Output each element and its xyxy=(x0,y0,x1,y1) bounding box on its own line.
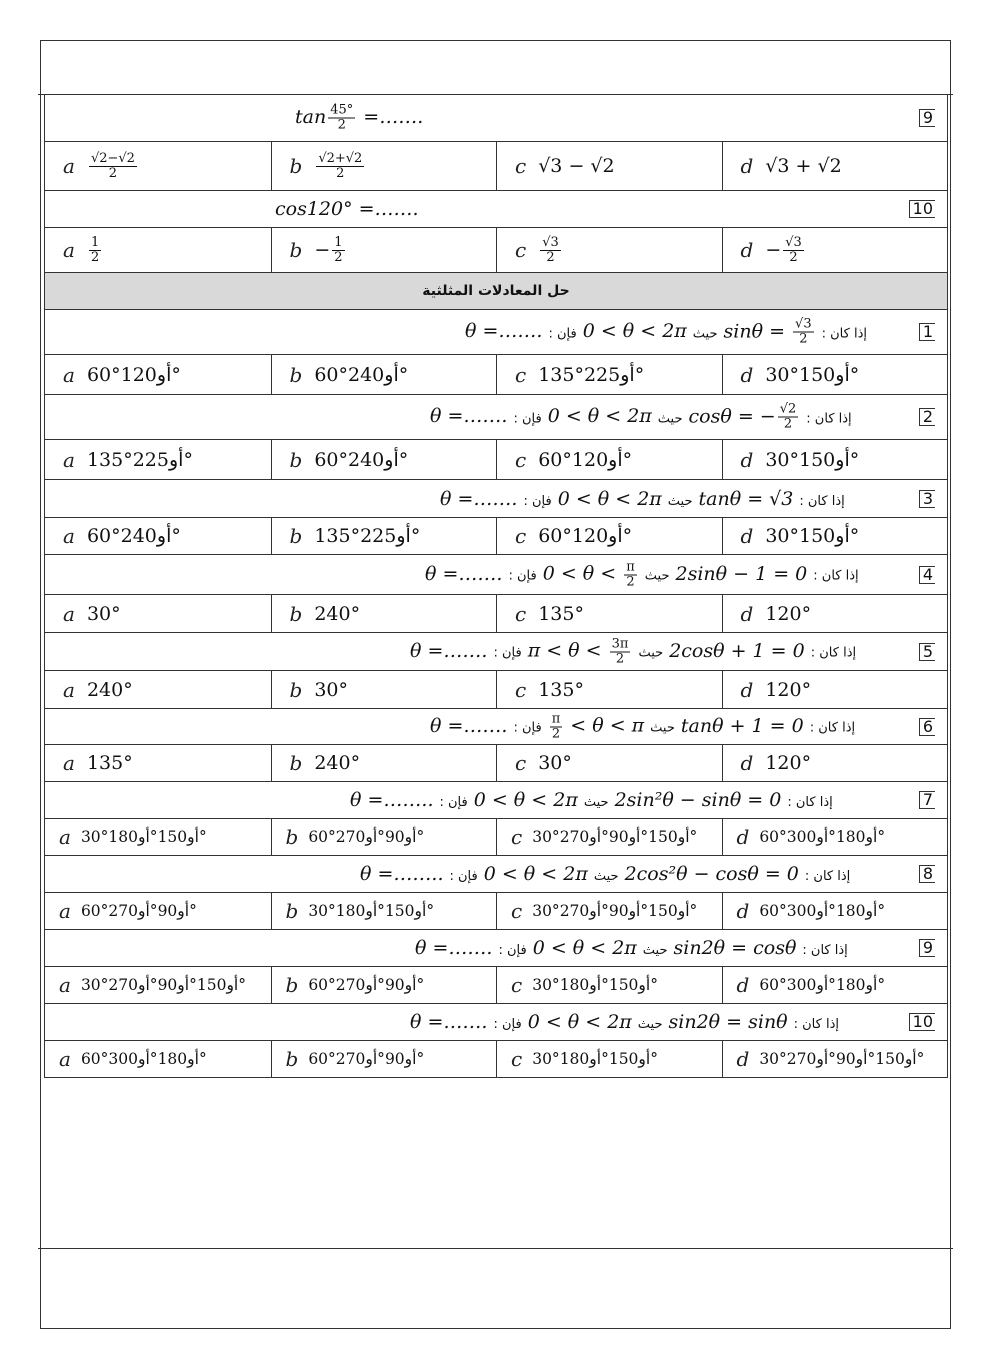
where-label: حيث xyxy=(642,943,668,958)
fraction: $\frac{\pi}{2}$ xyxy=(551,711,561,741)
answer-row-7 xyxy=(44,819,948,856)
option-d[interactable] xyxy=(722,893,948,929)
option-letter: b xyxy=(289,751,303,775)
question-text xyxy=(350,789,839,811)
option-d[interactable] xyxy=(722,355,948,394)
option-letter: c xyxy=(511,973,523,997)
option-c[interactable] xyxy=(496,440,722,479)
option-letter: d xyxy=(736,1047,750,1071)
where-label: حيث xyxy=(650,720,675,736)
answer-blank[interactable]: θ =……. xyxy=(465,320,543,342)
option-letter: c xyxy=(511,899,523,923)
answer-row-6 xyxy=(44,745,948,782)
question-text xyxy=(415,937,854,959)
option-value: 60°أو120° xyxy=(86,363,181,386)
option-letter: a xyxy=(63,751,75,775)
where-label: حيث xyxy=(657,411,683,426)
option-c[interactable] xyxy=(496,595,722,632)
option-a[interactable] xyxy=(45,595,271,632)
option-letter: c xyxy=(515,601,527,626)
option-letter: a xyxy=(63,362,75,387)
option-a[interactable] xyxy=(45,1041,271,1077)
option-value: 30° xyxy=(86,602,121,625)
then-label: فإن : xyxy=(513,411,542,426)
option-letter: b xyxy=(289,524,303,548)
option-letter: a xyxy=(59,825,71,849)
option-a[interactable] xyxy=(45,671,271,708)
interval: $\frac{\pi}{2}$ < θ < π xyxy=(551,711,645,741)
question-number: 4 xyxy=(919,566,935,584)
interval: 0 < θ < 2π xyxy=(547,405,652,427)
option-letter: b xyxy=(289,447,303,472)
interval: π < θ < $\frac{3\pi}{2}$ xyxy=(527,636,629,666)
option-letter: c xyxy=(515,677,527,702)
if-label: إذا كان : xyxy=(804,869,851,884)
option-value: 135° xyxy=(86,752,133,774)
option-letter: a xyxy=(63,677,75,702)
answer-row-8 xyxy=(44,893,948,930)
answer-blank[interactable]: θ =……. xyxy=(410,1011,488,1033)
answer-blank[interactable]: θ =…….. xyxy=(360,863,444,885)
if-label: إذا كان : xyxy=(799,493,845,509)
if-label: إذا كان : xyxy=(809,720,856,736)
option-letter: c xyxy=(515,447,527,472)
question-number: 10 xyxy=(909,200,935,218)
option-letter: d xyxy=(740,601,754,626)
option-d[interactable]: d √3 + √2 xyxy=(722,142,948,190)
option-letter: b xyxy=(285,1047,299,1071)
option-letter: c xyxy=(515,751,527,775)
question-row-8 xyxy=(44,856,948,893)
option-value: 60°أو240° xyxy=(314,363,409,386)
if-label: إذا كان : xyxy=(813,568,859,584)
question-text xyxy=(360,863,856,885)
option-letter: b xyxy=(289,601,303,626)
option-letter: d xyxy=(736,899,750,923)
option-d[interactable] xyxy=(722,967,948,1003)
if-label: إذا كان : xyxy=(810,645,857,661)
option-a[interactable] xyxy=(45,518,271,554)
option-value: 30°أو150°أو180° xyxy=(80,828,207,846)
condition: cosθ = − $\frac{√2}{2}$ xyxy=(688,401,797,432)
option-letter: c xyxy=(515,524,527,548)
option-b[interactable] xyxy=(271,518,497,554)
option-value: 240° xyxy=(86,678,133,701)
answer-row-10 xyxy=(44,1041,948,1078)
where-label: حيث xyxy=(583,795,609,810)
where-label: حيث xyxy=(637,1017,663,1032)
option-value: 30° xyxy=(314,678,348,701)
question-text xyxy=(410,637,862,666)
question-text xyxy=(430,403,858,432)
option-a[interactable] xyxy=(45,819,271,855)
question-row-9 xyxy=(44,930,948,967)
option-value: 30°أو150°أو90°أو270° xyxy=(759,1050,925,1068)
answer-row-9 xyxy=(44,967,948,1004)
question-number: 6 xyxy=(919,718,935,736)
option-b[interactable]: b − $\frac{1}{2}$ xyxy=(271,228,497,272)
option-value: 60°أو240° xyxy=(86,525,181,547)
interval: 0 < θ < 2π xyxy=(473,789,578,811)
option-a[interactable] xyxy=(45,893,271,929)
option-c[interactable] xyxy=(496,518,722,554)
interval: 0 < θ < 2π xyxy=(527,1011,632,1033)
option-letter: a xyxy=(63,601,75,626)
option-letter: d xyxy=(736,973,750,997)
if-label: إذا كان : xyxy=(787,795,833,810)
option-b[interactable] xyxy=(271,440,497,479)
interval: 0 < θ < $\frac{\pi}{2}$ xyxy=(542,559,635,589)
condition: tanθ + 1 = 0 xyxy=(680,714,804,737)
question-number: 2 xyxy=(919,408,935,426)
option-value: 60°أو180°أو300° xyxy=(80,1050,207,1068)
answer-row-4 xyxy=(44,595,948,633)
option-letter: b xyxy=(285,899,299,923)
option-letter: d xyxy=(740,677,754,702)
option-letter: b xyxy=(285,825,299,849)
if-label: إذا كان : xyxy=(821,326,867,341)
question-number: 5 xyxy=(919,643,935,661)
option-d[interactable] xyxy=(722,1041,948,1077)
option-value: 120° xyxy=(765,678,812,701)
option-c[interactable] xyxy=(496,671,722,708)
question-number: 9 xyxy=(919,939,935,957)
if-label: إذا كان : xyxy=(802,943,848,958)
answer-blank[interactable]: θ =……. xyxy=(430,405,508,427)
option-letter: b xyxy=(289,362,303,387)
option-value: 240° xyxy=(314,602,361,625)
option-c[interactable] xyxy=(496,967,722,1003)
answer-blank[interactable]: θ =……. xyxy=(430,714,508,737)
option-value: 30°أو150°أو90°أو270° xyxy=(532,902,698,920)
then-label: فإن : xyxy=(513,720,542,736)
option-b[interactable] xyxy=(271,595,497,632)
option-value: 60°أو90°أو270° xyxy=(308,976,425,994)
condition: 2cos²θ − cosθ = 0 xyxy=(624,863,799,885)
option-letter: a xyxy=(59,973,71,997)
option-b[interactable] xyxy=(271,355,497,394)
question-number: 10 xyxy=(909,1013,935,1031)
then-label: فإن : xyxy=(493,645,522,661)
answer-row-3 xyxy=(44,518,948,555)
fraction: $\frac{√2}{2}$ xyxy=(779,401,797,432)
question-text xyxy=(425,560,865,589)
answer-row-p1-9 xyxy=(44,142,948,191)
option-value: 60°أو240° xyxy=(314,448,409,471)
option-d[interactable] xyxy=(722,745,948,781)
option-d[interactable] xyxy=(722,440,948,479)
option-value: 60°أو180°أو300° xyxy=(759,828,886,846)
where-label: حيث xyxy=(644,568,670,584)
condition: 2sin²θ − sinθ = 0 xyxy=(614,789,782,811)
option-d[interactable] xyxy=(722,595,948,632)
option-c[interactable] xyxy=(496,745,722,781)
where-label: حيث xyxy=(692,326,718,341)
question-number: 8 xyxy=(919,865,935,883)
if-label: إذا كان : xyxy=(793,1017,839,1032)
option-b[interactable] xyxy=(271,819,497,855)
interval: 0 < θ < 2π xyxy=(483,863,588,885)
option-value: 30°أو150° xyxy=(765,363,860,386)
question-row-5 xyxy=(44,633,948,671)
option-a[interactable] xyxy=(45,967,271,1003)
option-value: 120° xyxy=(765,602,812,625)
question-row-10 xyxy=(44,1004,948,1041)
question-row-1 xyxy=(44,310,948,355)
option-value: 30°أو150° xyxy=(765,448,860,471)
answer-row-p1-10 xyxy=(44,228,948,273)
option-b[interactable] xyxy=(271,1041,497,1077)
question-row-7 xyxy=(44,782,948,819)
option-value: 60°أو120° xyxy=(538,448,633,471)
option-a[interactable] xyxy=(45,355,271,394)
option-b[interactable] xyxy=(271,745,497,781)
answer-row-2 xyxy=(44,440,948,480)
option-b[interactable] xyxy=(271,671,497,708)
option-value: 135°أو225° xyxy=(538,363,645,386)
then-label: فإن : xyxy=(449,869,478,884)
footer-rule xyxy=(38,1248,953,1249)
option-value: 60°أو180°أو300° xyxy=(759,976,886,994)
question-number: 3 xyxy=(919,490,935,508)
question-row-3 xyxy=(44,480,948,518)
option-letter: d xyxy=(740,751,754,775)
option-d[interactable] xyxy=(722,819,948,855)
answer-row-1 xyxy=(44,355,948,395)
then-label: فإن : xyxy=(548,326,577,341)
then-label: فإن : xyxy=(523,493,552,509)
fraction: $\frac{\pi}{2}$ xyxy=(626,559,635,589)
then-label: فإن : xyxy=(493,1017,522,1032)
option-letter: a xyxy=(63,447,75,472)
where-label: حيث xyxy=(638,645,664,661)
condition: 2cosθ + 1 = 0 xyxy=(669,639,805,662)
then-label: فإن : xyxy=(508,568,537,584)
option-value: 30°أو150°أو180° xyxy=(532,976,658,994)
option-letter: b xyxy=(285,973,299,997)
answer-blank[interactable]: θ =……. xyxy=(440,487,518,510)
condition: sinθ = $\frac{√3}{2}$ xyxy=(723,316,812,347)
interval: 0 < θ < 2π xyxy=(532,937,637,959)
option-value: 30°أو150°أو90°أو270° xyxy=(532,828,698,846)
where-label: حيث xyxy=(593,869,619,884)
option-letter: a xyxy=(59,899,71,923)
question-number: 9 xyxy=(919,109,935,127)
where-label: حيث xyxy=(667,493,693,509)
option-value: 30° xyxy=(538,752,572,774)
condition: 2sinθ − 1 = 0 xyxy=(675,562,808,585)
option-value: 60°أو90°أو270° xyxy=(308,1050,425,1068)
question-number: 1 xyxy=(919,323,935,341)
option-letter: c xyxy=(511,825,523,849)
option-letter: b xyxy=(289,677,303,702)
option-letter: d xyxy=(736,825,750,849)
then-label: فإن : xyxy=(498,943,527,958)
option-a[interactable]: a $\frac{1}{2}$ xyxy=(63,234,100,265)
question-text xyxy=(410,1011,845,1033)
interval: 0 < θ < 2π xyxy=(582,320,687,342)
answer-blank[interactable]: θ =……. xyxy=(415,937,493,959)
answer-blank[interactable]: θ =……. xyxy=(410,639,488,662)
option-value: 135° xyxy=(538,678,584,701)
option-value: 60°أو90°أو270° xyxy=(308,828,425,846)
if-label: إذا كان : xyxy=(806,411,852,426)
option-a[interactable] xyxy=(45,440,271,479)
option-letter: a xyxy=(59,1047,71,1071)
question-row-4 xyxy=(44,555,948,595)
question-row-p1-10 xyxy=(44,191,948,228)
option-c[interactable]: c $\frac{√3}{2}$ xyxy=(496,228,722,272)
option-value: 120° xyxy=(765,752,812,774)
option-d[interactable] xyxy=(722,671,948,708)
option-c[interactable] xyxy=(496,893,722,929)
then-label: فإن : xyxy=(439,795,468,810)
quiz-table xyxy=(44,94,948,1078)
option-value: 240° xyxy=(314,752,361,774)
option-value: 135° xyxy=(538,602,584,625)
option-c[interactable] xyxy=(496,1041,722,1077)
condition: sin2θ = cosθ xyxy=(673,937,797,959)
option-value: 135°أو225° xyxy=(314,525,421,547)
option-letter: d xyxy=(740,362,754,387)
fraction: $\frac{3\pi}{2}$ xyxy=(611,636,629,666)
question-row-2 xyxy=(44,395,948,440)
option-value: 30°أو150° xyxy=(765,525,860,547)
answer-blank[interactable]: θ =…….. xyxy=(350,789,434,811)
option-b[interactable] xyxy=(271,967,497,1003)
question-row-6 xyxy=(44,709,948,745)
option-d[interactable] xyxy=(722,518,948,554)
answer-row-5 xyxy=(44,671,948,709)
section-title: حل المعادلات المثلثية xyxy=(44,273,948,310)
answer-blank[interactable]: θ =……. xyxy=(425,562,503,585)
option-letter: c xyxy=(511,1047,523,1071)
condition: tanθ = √3 xyxy=(698,487,794,510)
question-expression: cos120° =……. xyxy=(275,198,419,220)
option-b[interactable] xyxy=(271,893,497,929)
option-a[interactable]: a $\frac{√2-√2}{2}$ xyxy=(63,150,135,181)
option-value: 135°أو225° xyxy=(86,448,193,471)
question-text xyxy=(440,488,851,510)
option-d[interactable]: d − $\frac{√3}{2}$ xyxy=(722,228,948,272)
option-value: 30°أو150°أو90°أو270° xyxy=(80,976,246,994)
option-value: 30°أو150°أو180° xyxy=(308,902,435,920)
option-a[interactable] xyxy=(45,745,271,781)
option-c[interactable] xyxy=(496,355,722,394)
option-letter: c xyxy=(515,362,527,387)
interval: 0 < θ < 2π xyxy=(557,487,662,510)
option-value: 60°أو120° xyxy=(538,525,633,547)
question-text xyxy=(430,712,861,741)
fraction: $\frac{√3}{2}$ xyxy=(795,316,812,347)
question-expression: tan $\frac{45^\circ}{2}$ =……. xyxy=(295,102,424,133)
option-letter: a xyxy=(63,524,75,548)
condition: sin2θ = sinθ xyxy=(668,1011,788,1033)
option-c[interactable] xyxy=(496,819,722,855)
option-letter: d xyxy=(740,447,754,472)
option-b[interactable]: b $\frac{√2+√2}{2}$ xyxy=(271,142,497,190)
option-value: 60°أو180°أو300° xyxy=(759,902,886,920)
option-c[interactable]: c √3 − √2 xyxy=(496,142,722,190)
question-number: 7 xyxy=(919,791,935,809)
option-value: 60°أو90°أو270° xyxy=(80,902,197,920)
question-row-p1-9 xyxy=(44,94,948,142)
question-text xyxy=(465,318,873,347)
section-questions xyxy=(44,310,948,1078)
option-value: 30°أو150°أو180° xyxy=(532,1050,658,1068)
option-letter: d xyxy=(740,524,754,548)
